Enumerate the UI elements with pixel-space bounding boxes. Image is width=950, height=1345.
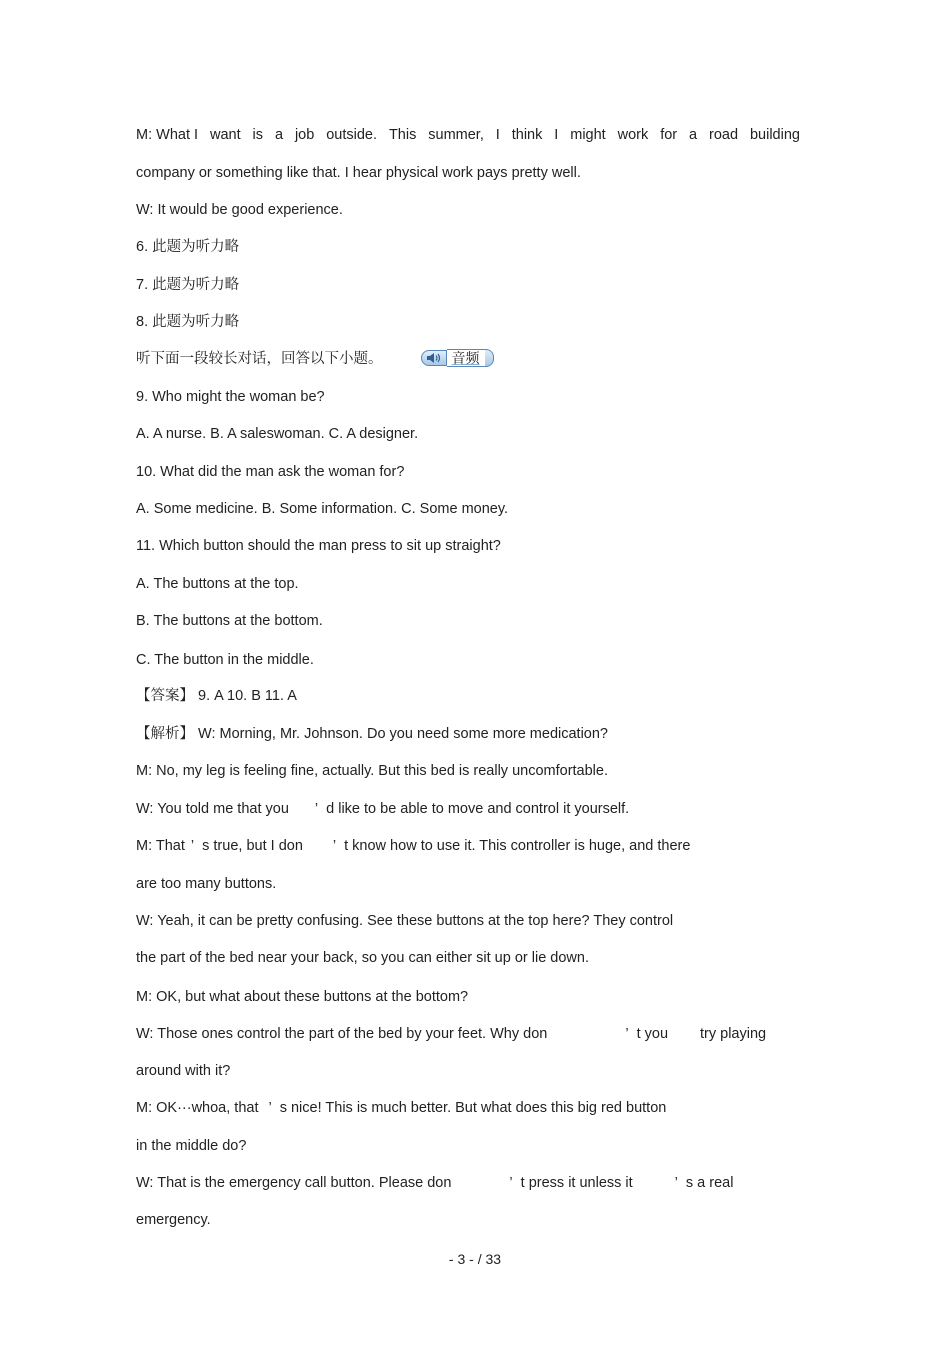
- answer-key: 【答案】 9. A 10. B 11. A: [136, 688, 297, 704]
- page-number: - 3 - / 33: [448, 1251, 502, 1267]
- word: a: [274, 127, 284, 143]
- text-segment: d like to be able to move and control it yourself.: [326, 801, 630, 817]
- apostrophe: ’: [190, 838, 195, 854]
- question-6: 6. 此题为听力略: [136, 239, 240, 255]
- word: work: [617, 127, 649, 143]
- dialogue-line-2: company or something like that. I hear physical work pays pretty well.: [136, 165, 581, 181]
- apostrophe: ’: [625, 1026, 629, 1042]
- apostrophe: ’: [332, 838, 337, 854]
- analysis-line-3: [136, 800, 629, 818]
- analysis-line-4: [136, 837, 690, 855]
- word: summer,: [428, 127, 484, 143]
- word: job: [294, 127, 315, 143]
- question-11-option-a: A. The buttons at the top.: [136, 576, 299, 592]
- word: building: [749, 127, 800, 143]
- apostrophe: ’: [268, 1100, 272, 1116]
- question-10: 10. What did the man ask the woman for?: [136, 464, 405, 480]
- text-segment: s nice! This is much better. But what does this big red button: [279, 1100, 667, 1116]
- analysis-line-9: [136, 1025, 766, 1043]
- text-segment: t know how to use it. This controller is huge, and there: [344, 838, 691, 854]
- text-segment: t press it unless it: [520, 1175, 633, 1191]
- apostrophe: ’: [314, 801, 319, 817]
- text-segment: try playing: [700, 1026, 767, 1042]
- text-segment: M: That: [136, 838, 185, 854]
- question-9-options: A. A nurse. B. A saleswoman. C. A designer.: [136, 426, 419, 442]
- question-8: 8. 此题为听力略: [136, 314, 240, 330]
- text-segment: M: OK···whoa, that: [136, 1100, 259, 1116]
- word: road: [709, 127, 739, 143]
- analysis-line-10: around with it?: [136, 1063, 231, 1079]
- analysis-line-13: [136, 1174, 733, 1192]
- apostrophe: ’: [509, 1175, 513, 1191]
- audio-label[interactable]: 音频: [447, 349, 485, 367]
- question-9: 9. Who might the woman be?: [136, 389, 325, 405]
- instruction-text: 听下面一段较长对话，回答以下小题。: [136, 351, 383, 367]
- question-11: 11. Which button should the man press to sit up straight?: [136, 538, 501, 554]
- word: is: [252, 127, 264, 143]
- word: M: What I: [136, 127, 199, 143]
- text-segment: W: That is the emergency call button. Please don: [136, 1175, 452, 1191]
- analysis-line-6: W: Yeah, it can be pretty confusing. See these buttons at the top here? They control: [136, 913, 674, 929]
- word: This: [388, 127, 417, 143]
- text-segment: t you: [636, 1026, 669, 1042]
- question-11-option-b: B. The buttons at the bottom.: [136, 613, 323, 629]
- word: I: [495, 127, 500, 143]
- analysis-line-8: M: OK, but what about these buttons at the bottom?: [136, 989, 469, 1005]
- analysis-line-2: M: No, my leg is feeling fine, actually. But this bed is really uncomfortable.: [136, 763, 609, 779]
- dialogue-line-3: W: It would be good experience.: [136, 202, 343, 218]
- question-10-options: A. Some medicine. B. Some information. C. Some money.: [136, 501, 509, 517]
- question-11-option-c: C. The button in the middle.: [136, 652, 314, 668]
- word: think: [511, 127, 543, 143]
- word: might: [570, 127, 606, 143]
- word: a: [689, 127, 698, 143]
- question-7: 7. 此题为听力略: [136, 277, 240, 293]
- text-segment: W: You told me that you: [136, 801, 289, 817]
- word: I: [554, 127, 559, 143]
- audio-button[interactable]: [421, 349, 494, 367]
- analysis-line-7: the part of the bed near your back, so you can either sit up or lie down.: [136, 950, 589, 966]
- dialogue-line-1: [136, 126, 800, 144]
- word: outside.: [326, 127, 378, 143]
- word: for: [660, 127, 678, 143]
- analysis-line-12: in the middle do?: [136, 1138, 247, 1154]
- text-segment: s true, but I don: [202, 838, 303, 854]
- audio-badge-end: [485, 349, 494, 367]
- text-segment: s a real: [685, 1175, 734, 1191]
- word: want: [209, 127, 241, 143]
- analysis-line-11: [136, 1099, 666, 1117]
- text-segment: W: Those ones control the part of the bed by your feet. Why don: [136, 1026, 548, 1042]
- analysis-line-1: 【解析】 W: Morning, Mr. Johnson. Do you need some more medication?: [136, 726, 608, 742]
- apostrophe: ’: [674, 1175, 678, 1191]
- listening-instruction: [136, 350, 494, 368]
- analysis-line-5: are too many buttons.: [136, 876, 277, 892]
- analysis-line-14: emergency.: [136, 1212, 211, 1228]
- speaker-icon: [421, 350, 447, 366]
